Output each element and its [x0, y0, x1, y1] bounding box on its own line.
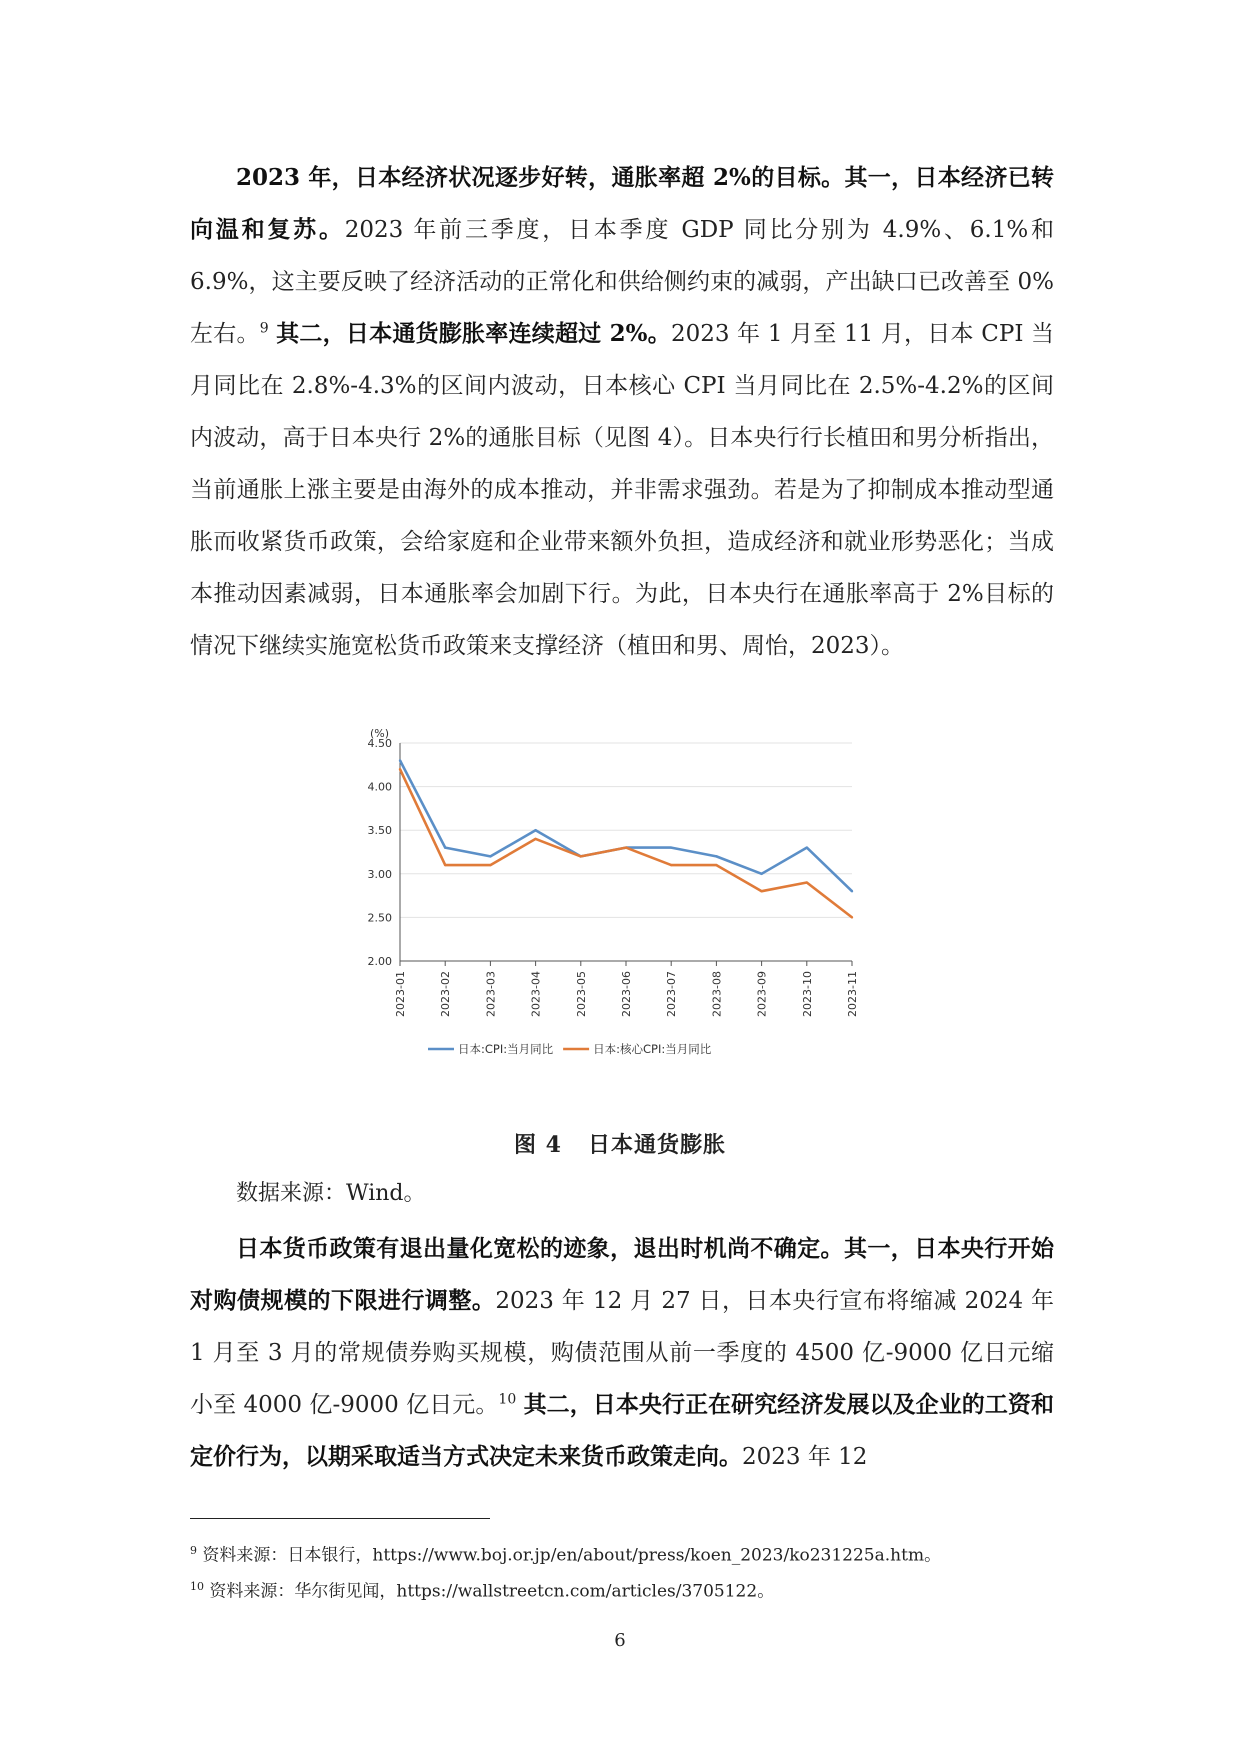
series-line-2 [400, 769, 852, 917]
footnote-ref-10[interactable]: 10 [498, 1391, 517, 1408]
y-axis-unit-label: (%) [370, 727, 390, 740]
paragraph-text: 2023 年 12 月 27 日，日本央行宣布将缩减 2024 年 1 月至 3 月的常规债券购买规模，购债范围从前一季度的 4500 亿-9000 亿日元缩小至 4000 亿-9000 亿日元。 [190, 1288, 1054, 1418]
paragraph-text: 2023 年前三季度，日本季度 GDP 同比分别为 4.9%、6.1%和 6.9%，这主要反映了经济活动的正常化和供给侧约束的减弱，产出缺口已改善至 0%左右。 [190, 217, 1054, 347]
y-tick-label: 3.50 [367, 824, 392, 838]
data-point [715, 855, 717, 857]
legend-label: 日本:核心CPI:当月同比 [593, 1042, 712, 1056]
figure-title: 日本通货膨胀 [587, 1132, 726, 1158]
data-point [399, 768, 401, 770]
data-point [534, 829, 536, 831]
series-line-1 [400, 760, 852, 891]
footnote-9 [190, 1539, 941, 1568]
data-point [670, 846, 672, 848]
footnote-ref-9[interactable]: 9 [259, 320, 269, 337]
figure-caption [0, 1128, 1240, 1159]
y-tick-label: 3.00 [367, 867, 392, 881]
page-number: 6 [614, 1630, 626, 1651]
x-tick-label: 2023-07 [665, 971, 679, 1017]
data-point [444, 846, 446, 848]
footnote-divider [190, 1518, 490, 1519]
footnote-number: 10 [190, 1580, 204, 1593]
data-point [399, 759, 401, 761]
data-point [760, 873, 762, 875]
legend-label: 日本:CPI:当月同比 [458, 1042, 554, 1056]
x-tick-label: 2023-06 [620, 971, 633, 1017]
data-point [580, 855, 582, 857]
paragraph-text: 2023 年 1 月至 11 月，日本 CPI 当月同比在 2.8%-4.3%的区间内波动，日本核心 CPI 当月同比在 2.5%-4.2%的区间内波动，高于日本央行 2%的通胀目标（见图 4）。日本央行行长植田和男分析指出，当前通胀上涨主要是由海外的成本推动，并非需求强劲。若是为了抑制成本推动型通胀而收紧货币政策，会给家庭和企业带来额外负担，造成经济和就业形势恶化；当成本推动因素减弱，日本通胀率会加剧下行。为此，日本央行在通胀率高于 2%目标的情况下继续实施宽松货币政策来支撑经济（植田和男、周怡，2023）。 [190, 321, 1054, 659]
data-point [806, 846, 808, 848]
data-point [806, 881, 808, 883]
y-tick-label: 2.00 [367, 955, 392, 968]
paragraph-mid-bold: 其二，日本央行正在研究经济发展以及企业的工资和定价行为，以期采取适当方式决定未来货币政策走向。 [190, 1391, 1054, 1470]
data-point [489, 864, 491, 866]
paragraph-inflation [190, 152, 1054, 672]
data-point [489, 855, 491, 857]
figure-4-chart [340, 725, 940, 1115]
x-tick-label: 2023-08 [710, 971, 724, 1017]
footnote-text: 资料来源：华尔街见闻，https://wallstreetcn.com/articles/3705122。 [209, 1581, 775, 1602]
data-point [851, 890, 853, 892]
figure-source-note: 数据来源：Wind。 [236, 1181, 426, 1206]
footnote-10 [190, 1575, 774, 1604]
x-tick-label: 2023-05 [574, 971, 588, 1017]
x-tick-label: 2023-04 [529, 971, 543, 1017]
y-tick-label: 4.50 [367, 737, 392, 750]
paragraph-monetary-policy [190, 1223, 1054, 1483]
x-tick-label: 2023-03 [484, 971, 498, 1017]
paragraph-mid-bold: 其二，日本通货膨胀率连续超过 2%。 [276, 320, 671, 347]
data-point [851, 916, 853, 918]
data-point [534, 838, 536, 840]
y-tick-label: 2.50 [367, 911, 392, 925]
paragraph-lead-bold: 2023 年，日本经济状况逐步好转，通胀率超 2%的目标。其一，日本经济已转向温和复苏。 [190, 164, 1054, 243]
x-tick-label: 2023-02 [439, 971, 453, 1017]
line-chart [340, 725, 940, 1115]
data-point [625, 846, 627, 848]
x-tick-label: 2023-09 [755, 971, 769, 1017]
y-tick-label: 4.00 [367, 780, 392, 794]
data-point [670, 864, 672, 866]
data-point [760, 890, 762, 892]
data-point [444, 864, 446, 866]
x-tick-label: 2023-10 [800, 971, 814, 1017]
paragraph-text: 2023 年 12 [742, 1444, 868, 1470]
data-point [715, 864, 717, 866]
footnote-text: 资料来源：日本银行，https://www.boj.or.jp/en/about/press/koen_2023/ko231225a.htm。 [202, 1545, 942, 1566]
paragraph-lead-bold: 日本货币政策有退出量化宽松的迹象，退出时机尚不确定。其一，日本央行开始对购债规模的下限进行调整。 [190, 1235, 1054, 1314]
footnote-number: 9 [190, 1544, 197, 1557]
x-tick-label: 2023-11 [846, 971, 859, 1017]
x-tick-label: 2023-01 [394, 971, 407, 1017]
figure-number: 图 4 [514, 1132, 562, 1158]
